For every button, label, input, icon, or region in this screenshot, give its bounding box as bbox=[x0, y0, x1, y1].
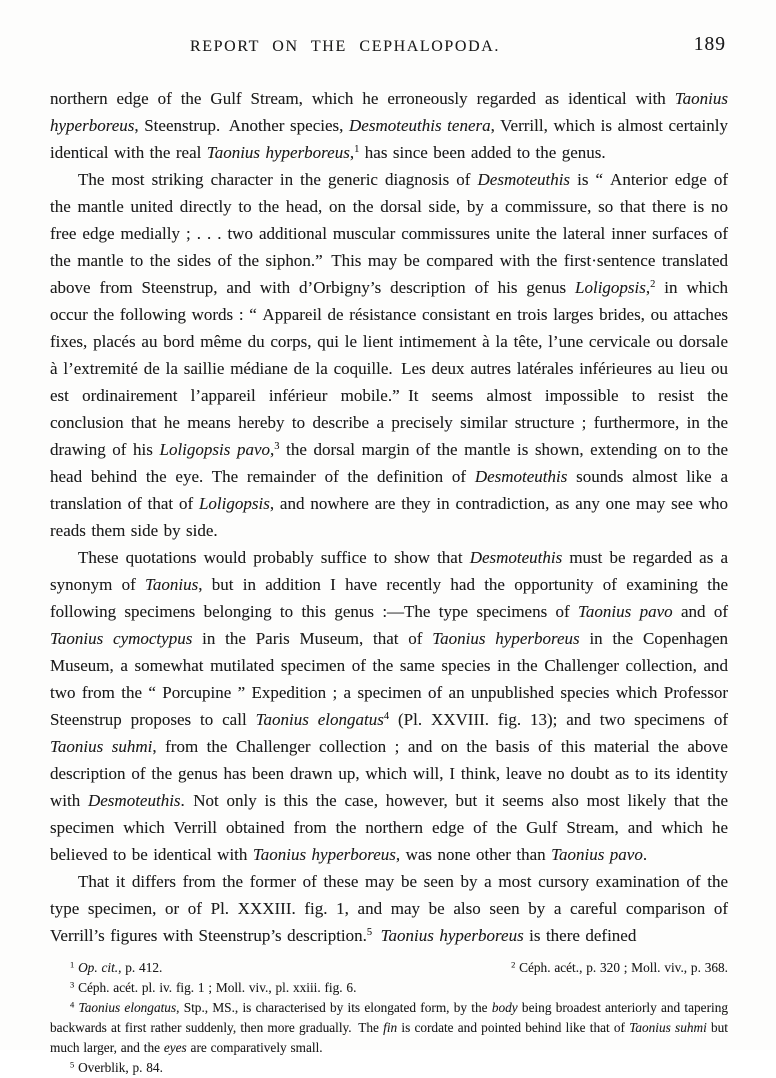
page-body bbox=[50, 85, 728, 949]
page-number: 189 bbox=[693, 34, 726, 55]
footnote-4: $^4$ Taonius elongatus, Stp., MS., is characterised by its elongated form, by the body being broadest anteriorly and tapering backwards at first rather suddenly, then more gradually. The fin is cordate and pointed behind like that of Taonius suhmi but much larger, and the eyes are comparatively small. bbox=[50, 999, 729, 1055]
paragraph-2: The most striking character in the generic diagnosis of Desmoteuthis is “ Anterior edge of the mantle united directly to the head, on the dorsal side, by a commissure, so that there is no free edge medially ; . . . two additional muscular commissures unite the lateral inner surfaces of the mantle to the sides of the siphon.” This may be compared with the first·sentence translated above from Steenstrup, and with d’Orbigny’s description of his genus Loligopsis,$^2$ in which occur the following words : “ Appareil de résistance consistant en trois larges brides, ou attaches fixes, placés au bord même du corps, qui le lient intimement à la tête, l’une cervicale ou dorsale à l’extremité de la saillie médiane de la coquille. Les deux autres latérales inférieures au lieu ou est ordinairement l’appareil inférieur mobile.” It seems almost impossible to resist the conclusion that he means hereby to describe a precisely similar structure ; furthermore, in the drawing of his Loligopsis pavo,$^3$ the dorsal margin of the mantle is shown, extending on to the head behind the eye. The remainder of the definition of Desmoteuthis sounds almost like a translation of that of Loligopsis, and nowhere are they in contradiction, as any one may see who reads them side by side. bbox=[50, 170, 728, 540]
paragraph-1: northern edge of the Gulf Stream, which he erroneously regarded as identical with Taonius hyperboreus, Steenstrup. Another species, Desmoteuthis tenera, Verrill, which is almost certainly identical with the real Taonius hyperboreus,$^1$ has since been added to the genus. bbox=[50, 89, 728, 162]
paragraph-4: That it differs from the former of these may be seen by a most cursory examination of the type specimen, or of Pl. XXXIII. fig. 1, and may be also seen by a careful comparison of Verrill’s figures with Steenstrup’s description.$^5$ Taonius hyperboreus is there defined bbox=[50, 872, 728, 945]
running-title: REPORT ON THE CEPHALOPODA. bbox=[190, 38, 500, 55]
paragraph-3: These quotations would probably suffice to show that Desmoteuthis must be regarded as a synonym of Taonius, but in addition I have recently had the opportunity of examining the following specimens belonging to this genus :—The type specimens of Taonius pavo and of Taonius cymoctypus in the Paris Museum, that of Taonius hyperboreus in the Copenhagen Museum, a somewhat mutilated specimen of the same species in the Challenger collection, and two from the “ Porcupine ” Expedition ; a specimen of an unpublished species which Professor Steenstrup proposes to call Taonius elongatus$^4$ (Pl. XXVIII. fig. 13); and two specimens of Taonius suhmi, from the Challenger collection ; and on the basis of this material the above description of the genus has been drawn up, which will, I think, leave no doubt as to its identity with Desmoteuthis. Not only is this the case, however, but it seems also most likely that the specimen which Verrill obtained from the northern edge of the Gulf Stream, and which he believed to be identical with Taonius hyperboreus, was none other than Taonius pavo. bbox=[50, 548, 728, 864]
footnote-row-1 bbox=[50, 958, 728, 978]
footnote-3: $^3$ Céph. acét. pl. iv. fig. 1 ; Moll. viv., pl. xxiii. fig. 6. bbox=[70, 979, 357, 995]
footnote-1: $^1$ Op. cit., p. 412. bbox=[70, 959, 163, 975]
footnote-2: $^2$ Céph. acét., p. 320 ; Moll. viv., p. 368. bbox=[511, 959, 728, 975]
page-header bbox=[50, 34, 728, 64]
footnotes-block bbox=[50, 958, 728, 1078]
footnote-5: $^5$ Overblik, p. 84. bbox=[70, 1059, 163, 1075]
